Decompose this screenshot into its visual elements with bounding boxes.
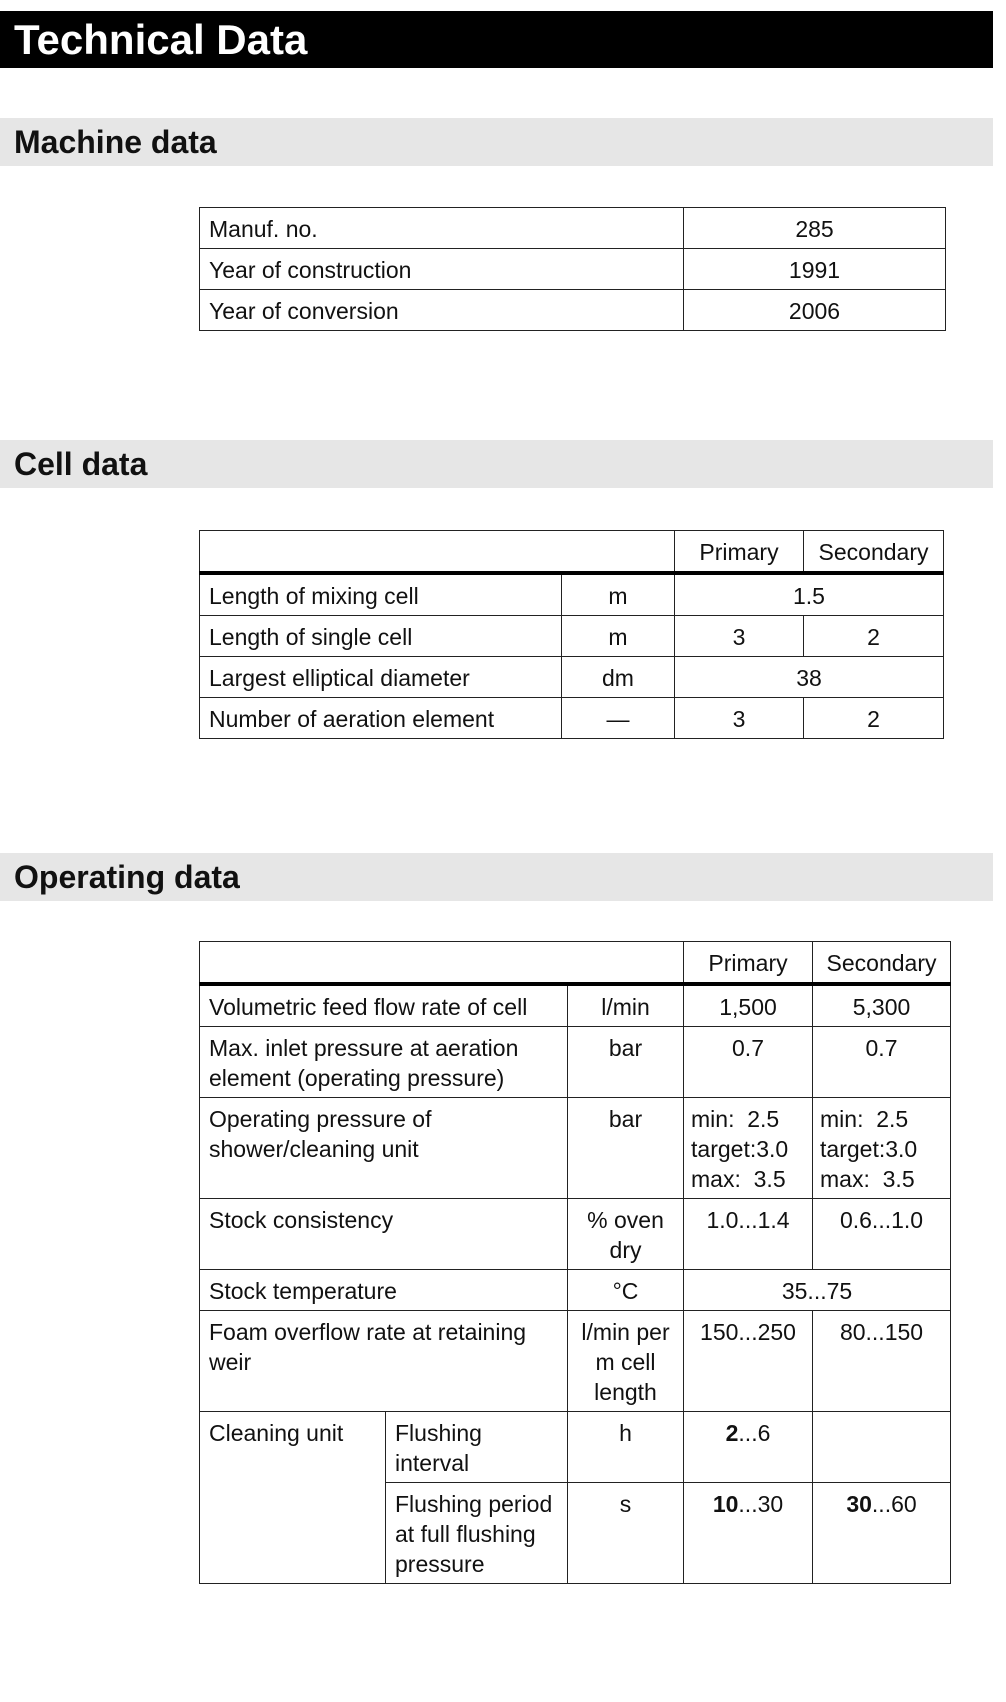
row-label: Stock temperature <box>200 1270 568 1311</box>
header-secondary: Secondary <box>804 531 944 574</box>
row-secondary <box>813 1483 951 1584</box>
page-title: Technical Data <box>0 11 993 68</box>
row-secondary: 2 <box>804 698 944 739</box>
row-value: 35...75 <box>684 1270 951 1311</box>
table-row-stock-temperature <box>200 1270 951 1311</box>
row-label: Length of mixing cell <box>200 573 562 616</box>
value-rest: ...30 <box>738 1491 784 1517</box>
row-unit: bar <box>568 1098 684 1199</box>
row-primary: 1.0...1.4 <box>684 1199 813 1270</box>
header-blank-cell <box>200 942 684 985</box>
row-secondary: 0.6...1.0 <box>813 1199 951 1270</box>
header-primary: Primary <box>684 942 813 985</box>
row-label: Year of construction <box>200 249 684 290</box>
row-primary: 0.7 <box>684 1027 813 1098</box>
row-value: 2006 <box>684 290 946 331</box>
row-primary: 3 <box>675 616 804 657</box>
row-value: 38 <box>675 657 944 698</box>
table-row-inlet-pressure <box>200 1027 951 1098</box>
row-secondary: min: 2.5 target:3.0 max: 3.5 <box>813 1098 951 1199</box>
header-blank-cell <box>200 531 675 574</box>
table-row <box>200 208 946 249</box>
value-bold: 30 <box>846 1491 872 1517</box>
row-unit: h <box>568 1412 684 1483</box>
row-sublabel: Flushing period at full flushing pressure <box>386 1483 568 1584</box>
row-unit: °C <box>568 1270 684 1311</box>
table-row <box>200 573 944 616</box>
row-label: Operating pressure of shower/cleaning unit <box>200 1098 568 1199</box>
row-unit: l/min <box>568 984 684 1027</box>
row-value: 1.5 <box>675 573 944 616</box>
table-row-shower-pressure <box>200 1098 951 1199</box>
row-unit: bar <box>568 1027 684 1098</box>
row-unit: — <box>562 698 675 739</box>
section-heading-cell-data: Cell data <box>0 440 993 488</box>
table-row <box>200 657 944 698</box>
table-row-stock-consistency <box>200 1199 951 1270</box>
row-primary: 150...250 <box>684 1311 813 1412</box>
row-unit: s <box>568 1483 684 1584</box>
row-label: Foam overflow rate at retaining weir <box>200 1311 568 1412</box>
row-sublabel: Flushing interval <box>386 1412 568 1483</box>
row-value: 285 <box>684 208 946 249</box>
row-unit: % oven dry <box>568 1199 684 1270</box>
row-secondary: 80...150 <box>813 1311 951 1412</box>
row-label: Length of single cell <box>200 616 562 657</box>
row-secondary: 5,300 <box>813 984 951 1027</box>
row-label: Largest elliptical diameter <box>200 657 562 698</box>
value-bold: 10 <box>712 1491 739 1517</box>
row-primary: 3 <box>675 698 804 739</box>
header-primary: Primary <box>675 531 804 574</box>
row-value: 1991 <box>684 249 946 290</box>
row-primary <box>684 1412 813 1483</box>
table-row <box>200 290 946 331</box>
value-rest: ...6 <box>738 1420 771 1446</box>
section-heading-operating-data: Operating data <box>0 853 993 901</box>
table-row <box>200 616 944 657</box>
table-header-row <box>200 942 951 985</box>
row-secondary: 0.7 <box>813 1027 951 1098</box>
table-header-row <box>200 531 944 574</box>
cell-data-table <box>199 530 944 739</box>
value-bold: 2 <box>725 1420 739 1446</box>
value-rest: ...60 <box>871 1491 917 1517</box>
row-secondary: 2 <box>804 616 944 657</box>
row-unit: m <box>562 573 675 616</box>
row-unit: l/min per m cell length <box>568 1311 684 1412</box>
row-label: Stock consistency <box>200 1199 568 1270</box>
row-label: Volumetric feed flow rate of cell <box>200 984 568 1027</box>
header-secondary: Secondary <box>813 942 951 985</box>
table-row-foam-overflow <box>200 1311 951 1412</box>
row-label: Manuf. no. <box>200 208 684 249</box>
row-primary: 1,500 <box>684 984 813 1027</box>
row-primary: min: 2.5 target:3.0 max: 3.5 <box>684 1098 813 1199</box>
row-secondary <box>813 1412 951 1483</box>
row-unit: m <box>562 616 675 657</box>
row-unit: dm <box>562 657 675 698</box>
table-row-flushing-interval <box>200 1412 951 1483</box>
row-label: Year of conversion <box>200 290 684 331</box>
row-primary <box>684 1483 813 1584</box>
table-row-feed-flow <box>200 984 951 1027</box>
table-row <box>200 249 946 290</box>
cleaning-unit-label: Cleaning unit <box>200 1412 386 1584</box>
section-heading-machine-data: Machine data <box>0 118 993 166</box>
row-label: Max. inlet pressure at aeration element (operating pressure) <box>200 1027 568 1098</box>
operating-data-table <box>199 941 951 1584</box>
machine-data-table <box>199 207 946 331</box>
row-label: Number of aeration element <box>200 698 562 739</box>
table-row <box>200 698 944 739</box>
